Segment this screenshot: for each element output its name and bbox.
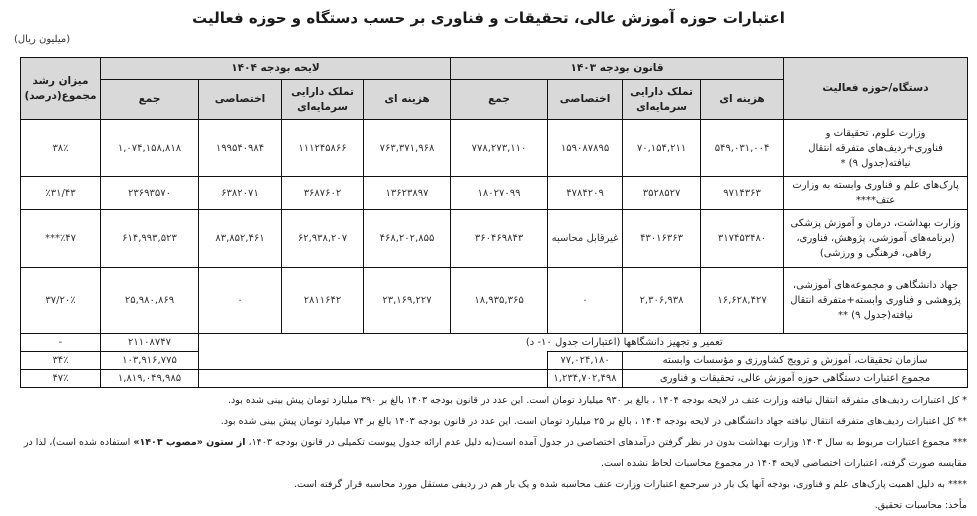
header-total-1403: جمع	[451, 80, 548, 120]
cell-current-1404: ۲۳,۱۶۹,۲۲۷	[364, 268, 451, 334]
header-current-1403: هزینه ای	[701, 80, 784, 120]
table-row	[21, 210, 968, 268]
summary-growth: ۴۷٪	[21, 370, 101, 388]
device-name: جهاد دانشگاهی و مجموعه‌های آموزشی، پژوهشی و فناوری وابسته+متفرقه انتقال نیافته(جدول ۹) **	[784, 268, 968, 334]
cell-growth: ٪۳۱/۴۳	[21, 177, 101, 210]
summary-label: سازمان تحقیقات، آموزش و ترویج کشاورزی و مؤسسات وابسته	[623, 352, 968, 370]
header-growth: میزان رشد مجموع(درصد)	[21, 58, 101, 120]
cell-capital-1403: ۳۵۲۸۵۲۷	[623, 177, 701, 210]
cell-total-1404: ۱,۰۷۴,۱۵۸,۸۱۸	[101, 120, 199, 177]
cell-total-1404: ۶۱۴,۹۹۳,۵۲۳	[101, 210, 199, 268]
cell-total-1404: ۲۵,۹۸۰,۸۶۹	[101, 268, 199, 334]
footnote-3-bold: از ستون «مصوب ۱۴۰۳»	[133, 437, 246, 448]
summary-total-1404: ۱۰۳,۹۱۶,۷۷۵	[101, 352, 199, 370]
cell-special-1403: ۰	[548, 268, 623, 334]
footnotes	[7, 390, 967, 516]
summary-spacer	[199, 370, 548, 388]
header-special-1404: اختصاصی	[199, 80, 282, 120]
cell-special-1404: ۰	[199, 268, 282, 334]
device-name: وزارت علوم، تحقیقات و فناوری+ردیف‌های متفرقه انتقال نیافته(جدول ۹) *	[784, 120, 968, 177]
summary-row	[21, 352, 968, 370]
summary-row	[21, 370, 968, 388]
summary-spacer	[199, 352, 548, 370]
cell-capital-1404: ۳۶۸۷۶۰۲	[282, 177, 364, 210]
cell-special-1404: ۶۳۸۲۰۷۱	[199, 177, 282, 210]
cell-total-1403: ۳۶۰۴۶۹۸۴۳	[451, 210, 548, 268]
table-row	[21, 120, 968, 177]
cell-growth: ۳۷/۲۰٪	[21, 268, 101, 334]
cell-total-1403: ۱۸,۹۳۵,۳۶۵	[451, 268, 548, 334]
footnote-3	[7, 432, 967, 474]
unit-label: (میلیون ریال)	[14, 34, 71, 45]
cell-capital-1404: ۲۸۱۱۶۴۲	[282, 268, 364, 334]
summary-spacer	[199, 334, 282, 352]
cell-special-1403: ۱۵۹۰۸۷۸۹۵	[548, 120, 623, 177]
cell-current-1403: ۹۷۱۴۳۶۳	[701, 177, 784, 210]
footnote-4: **** به دلیل اهمیت پارک‌های علم و فناوری، بودجه آنها یک بار در سرجمع اعتبارات وزارت عتف محاسبه شده و یک بار هم در ردیفی مستقل مورد محاسبه قرار گرفته است.	[293, 479, 967, 490]
budget-table	[20, 57, 968, 388]
footnote-3-text: *** مجموع اعتبارات مربوط به سال ۱۴۰۳ وزارت بهداشت بدون در نظر گرفتن درآمدهای اختصاصی در جدول آمده است(به دلیل عدم ارائه جدول پیوست تکمیلی در قانون بودجه ۱۴۰۳،	[245, 437, 967, 448]
header-group-1404: لایحه بودجه ۱۴۰۴	[101, 58, 451, 80]
cell-capital-1403: ۲,۳۰۶,۹۳۸	[623, 268, 701, 334]
summary-total-1404: ۲۱۱۰۸۷۴۷	[101, 334, 199, 352]
cell-growth: ٪۴۷***	[21, 210, 101, 268]
summary-total-1404: ۱,۸۱۹,۰۴۹,۹۸۵	[101, 370, 199, 388]
footnote-3-text-end: استفاده شده است)، لذا در مقایسه صورت گرفته، اعتبارات اختصاصی لایحه ۱۴۰۴ در مجموع محاسبات لحاظ نشده است.	[23, 437, 967, 469]
footnote-1: * کل اعتبارات ردیف‌های متفرقه انتقال نیافته وزارت عتف در لایحه بودجه ۱۴۰۴ ، بالغ بر ۹۳۰ میلیارد تومان است. این عدد در قانون بودجه ۱۴۰۳ بالغ بر ۳۹۰ میلیارد تومان پیش بینی شده بود.	[228, 395, 967, 406]
cell-total-1404: ۲۳۶۹۳۵۷۰	[101, 177, 199, 210]
cell-special-1404: ۱۹۹۵۴۰۹۸۴	[199, 120, 282, 177]
source-note: مأخذ: محاسبات تحقیق.	[874, 500, 967, 511]
device-name: پارک‌های علم و فناوری وابسته به وزارت عتف****	[784, 177, 968, 210]
cell-current-1403: ۳۱۷۴۵۳۴۸۰	[701, 210, 784, 268]
header-total-1404: جمع	[101, 80, 199, 120]
cell-capital-1404: ۶۲,۹۳۸,۲۰۷	[282, 210, 364, 268]
cell-total-1403: ۷۷۸,۲۷۳,۱۱۰	[451, 120, 548, 177]
table-row	[21, 177, 968, 210]
cell-special-1403: غیرقابل محاسبه	[548, 210, 623, 268]
summary-label: مجموع اعتبارات دستگاهی حوزه آموزش عالی، تحقیقات و فناوری	[623, 370, 968, 388]
summary-label: تعمیر و تجهیز دانشگاهها (اعتبارات جدول ۱۰- د)	[282, 334, 968, 352]
header-group-1403: قانون بودجه ۱۴۰۳	[451, 58, 784, 80]
header-capital-1404: تملک دارایی سرمایه‌ای	[282, 80, 364, 120]
cell-capital-1403: ۴۳۰۱۶۳۶۳	[623, 210, 701, 268]
table-title: اعتبارات حوزه آموزش عالی، تحقیقات و فناوری بر حسب دستگاه و حوزه فعالیت	[192, 9, 785, 27]
header-special-1403: اختصاصی	[548, 80, 623, 120]
device-name: وزارت بهداشت، درمان و آموزش پزشکی (برنامه‌های آموزشی، پژوهش، فناوری، رفاهی، فرهنگی و ورزشی)	[784, 210, 968, 268]
summary-growth: ۳۴٪	[21, 352, 101, 370]
cell-special-1403: ۴۷۸۴۲۰۹	[548, 177, 623, 210]
table-row	[21, 268, 968, 334]
cell-current-1403: ۵۴۹,۰۳۱,۰۰۴	[701, 120, 784, 177]
cell-growth: ۳۸٪	[21, 120, 101, 177]
cell-current-1403: ۱۶,۶۲۸,۴۲۷	[701, 268, 784, 334]
summary-total-1403: ۱,۲۳۴,۷۰۲,۴۹۸	[548, 370, 623, 388]
cell-capital-1404: ۱۱۱۲۴۵۸۶۶	[282, 120, 364, 177]
header-capital-1403: تملک دارایی سرمایه‌ای	[623, 80, 701, 120]
cell-total-1403: ۱۸۰۲۷۰۹۹	[451, 177, 548, 210]
header-device: دستگاه/حوزه فعالیت	[784, 58, 968, 120]
summary-total-1403: ۷۷,۰۲۴,۱۸۰	[548, 352, 623, 370]
summary-row	[21, 334, 968, 352]
cell-current-1404: ۷۶۳,۳۷۱,۹۶۸	[364, 120, 451, 177]
cell-special-1404: ۸۳,۸۵۲,۴۶۱	[199, 210, 282, 268]
cell-current-1404: ۴۶۸,۲۰۲,۸۵۵	[364, 210, 451, 268]
cell-current-1404: ۱۳۶۲۳۸۹۷	[364, 177, 451, 210]
header-current-1404: هزینه ای	[364, 80, 451, 120]
summary-growth: -	[21, 334, 101, 352]
cell-capital-1403: ۷۰,۱۵۴,۲۱۱	[623, 120, 701, 177]
footnote-2: ** کل اعتبارات ردیف‌های متفرقه انتقال نیافته جهاد دانشگاهی در لایحه بودجه ۱۴۰۴ ، بالغ بر ۲۵ میلیارد تومان است. این عدد در قانون بودجه ۱۴۰۳ بالغ بر ۷۴ میلیارد تومان پیش بینی شده بود.	[220, 416, 967, 427]
